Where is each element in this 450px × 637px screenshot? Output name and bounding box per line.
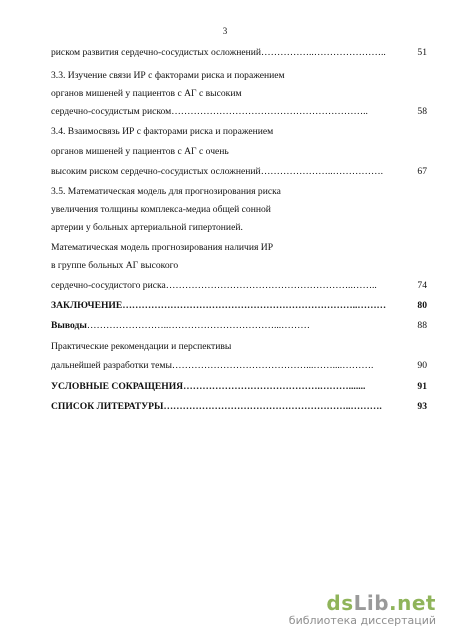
logo-suffix: .net xyxy=(389,591,436,615)
toc-entry xyxy=(51,381,427,393)
toc-entry-title: дальнейшей разработки темы xyxy=(51,360,172,371)
toc-text-line: артерии у больных артериальной гипертонией. xyxy=(51,222,243,233)
logo-prefix: ds xyxy=(326,591,354,615)
toc-entry-leader: …………………………………………………..…….. xyxy=(165,280,377,291)
toc-entry-leader: …………………………………….………....... xyxy=(183,381,366,392)
toc-text-line: в группе больных АГ высокого xyxy=(51,260,179,271)
toc-entry-title: сердечно-сосудистым риском xyxy=(51,106,172,117)
toc-entry xyxy=(51,401,427,413)
toc-text-line: 3.5. Математическая модель для прогнозирования риска xyxy=(51,186,281,197)
toc-text-line: увеличения толщины комплекса-медиа общей сонной xyxy=(51,204,271,215)
toc-entry xyxy=(51,47,427,59)
toc-entry-page: 51 xyxy=(417,47,427,58)
toc-entry-page: 80 xyxy=(417,300,427,311)
toc-entry-leader: ……………………..……………………………...……… xyxy=(86,320,310,331)
toc-entry-title: риском развития сердечно-сосудистых осложнений xyxy=(51,47,262,58)
logo-mid: Lib xyxy=(353,591,390,615)
toc-entry-page: 91 xyxy=(417,381,427,392)
toc-entry-page: 74 xyxy=(417,280,427,291)
toc-entry xyxy=(51,166,427,178)
toc-entry-title: сердечно-сосудистого риска xyxy=(51,280,166,291)
toc-entry-leader: ……………………………………...……....………. xyxy=(171,360,374,371)
toc-text-line: органов мишеней у пациентов с АГ с очень xyxy=(51,146,229,157)
toc-entry-title: Выводы xyxy=(51,320,87,331)
toc-entry-title: ЗАКЛЮЧЕНИЕ xyxy=(51,300,123,311)
watermark xyxy=(289,592,436,627)
toc-entry-title: высоким риском сердечно-сосудистых осложнений xyxy=(51,166,261,177)
toc-entry-leader: …………………..……………. xyxy=(260,166,384,177)
toc-entry-leader: …………………………………………………….. xyxy=(171,106,368,117)
toc-text-line: 3.3. Изучение связи ИР с факторами риска и поражением xyxy=(51,70,285,81)
toc-text-line: Математическая модель прогнозирования наличия ИР xyxy=(51,242,274,253)
toc-text-line: Практические рекомендации и перспективы xyxy=(51,341,232,352)
toc-entry xyxy=(51,106,427,118)
toc-entry xyxy=(51,360,427,372)
toc-entry xyxy=(51,300,427,312)
toc-entry-page: 67 xyxy=(417,166,427,177)
toc-entry-title: СПИСОК ЛИТЕРАТУРЫ xyxy=(51,401,164,412)
toc-text-line: органов мишеней у пациентов с АГ с высоким xyxy=(51,88,242,99)
page-number: 3 xyxy=(222,26,228,36)
toc-entry-leader: …………………………………………………..………. xyxy=(163,401,382,412)
watermark-logo xyxy=(289,592,436,614)
watermark-subtitle: библиотека диссертаций xyxy=(288,614,436,627)
toc-entry xyxy=(51,320,427,332)
toc-entry-page: 93 xyxy=(417,401,427,412)
toc-entry-page: 88 xyxy=(417,320,427,331)
toc-entry-page: 90 xyxy=(417,360,427,371)
toc-entry-leader: ……………..………………….. xyxy=(261,47,386,58)
toc-text-line: 3.4. Взаимосвязь ИР с факторами риска и поражением xyxy=(51,126,274,137)
toc-entry-title: УСЛОВНЫЕ СОКРАЩЕНИЯ xyxy=(51,381,184,392)
toc-entry-leader: ………………………………………………………………..……… xyxy=(122,300,387,311)
toc-entry xyxy=(51,280,427,292)
toc-entry-page: 58 xyxy=(417,106,427,117)
